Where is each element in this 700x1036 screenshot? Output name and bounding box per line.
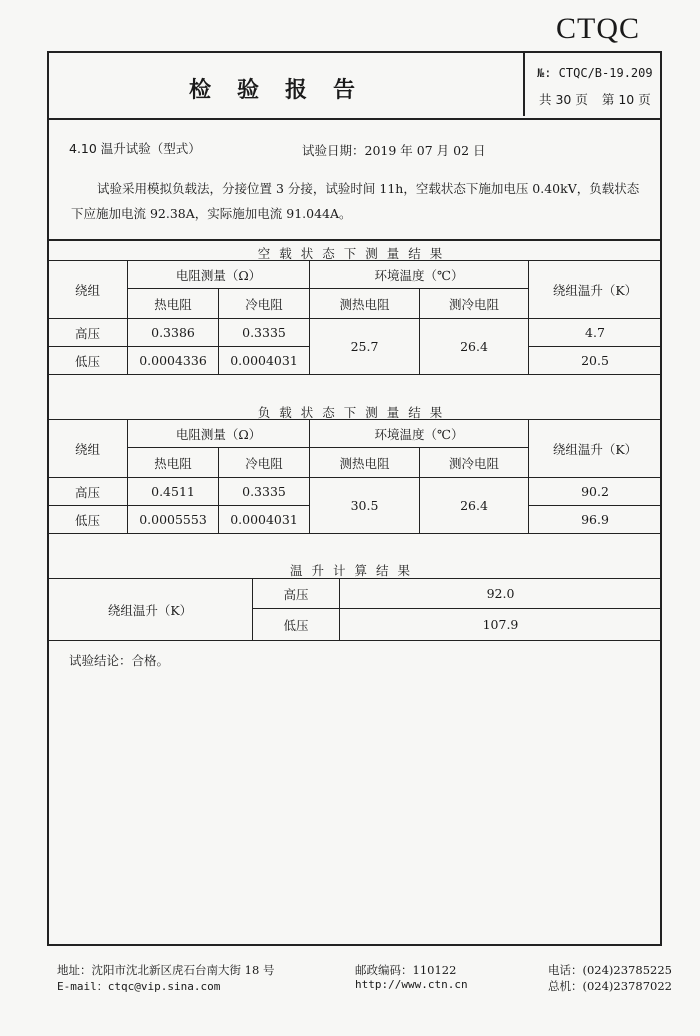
calc-caption: 温升计算结果	[289, 563, 419, 578]
page-number: 第 10 页	[601, 92, 651, 107]
header-cold: 冷电阻	[219, 448, 310, 478]
divider	[49, 239, 660, 241]
test-conclusion: 试验结论：合格。	[69, 653, 170, 668]
header-rise: 绕组温升（K）	[529, 261, 662, 319]
calc-value-cell: 92.0	[340, 579, 662, 609]
page-info	[539, 90, 661, 108]
rise-cell: 20.5	[529, 347, 662, 375]
doc-info-box	[523, 53, 662, 116]
hot-cell: 0.4511	[128, 478, 219, 506]
header-resistance: 电阻测量（Ω）	[128, 420, 310, 448]
winding-cell: 高压	[48, 478, 128, 506]
test-description: 试验采用模拟负载法，分接位置 3 分接，试验时间 11h，空载状态下施加电压 0.40kV，负载状态下应施加电流 92.38A，实际施加电流 91.044A。	[71, 181, 640, 221]
footer-switchboard: 总机：(024)23787022	[548, 979, 672, 993]
header-hot: 热电阻	[128, 448, 219, 478]
cold-cell: 0.3335	[219, 319, 310, 347]
calc-table	[47, 578, 662, 641]
ctqc-logo: CTQC	[556, 12, 641, 45]
calc-name-cell: 高压	[253, 579, 340, 609]
ambient-cold-cell: 26.4	[420, 319, 529, 375]
table-row	[48, 579, 662, 609]
test-date: 试验日期：2019 年 07 月 02 日	[302, 143, 486, 158]
header-cold-meas: 测冷电阻	[420, 289, 529, 319]
table-row	[48, 319, 662, 347]
winding-cell: 高压	[48, 319, 128, 347]
noload-table	[47, 260, 662, 375]
cold-cell: 0.0004031	[219, 347, 310, 375]
load-caption: 负载状态下测量结果	[257, 405, 452, 420]
header-hot: 热电阻	[128, 289, 219, 319]
report-header	[49, 53, 660, 120]
ambient-cold-cell: 26.4	[420, 478, 529, 534]
load-table	[47, 419, 662, 534]
report-frame	[47, 51, 662, 946]
section-title: 4.10 温升试验（型式）	[69, 141, 201, 156]
total-pages: 共 30 页	[539, 92, 588, 107]
doc-number: №: CTQC/B-19.209	[537, 66, 653, 80]
cold-cell: 0.3335	[219, 478, 310, 506]
winding-cell: 低压	[48, 506, 128, 534]
footer-phone: 电话：(024)23785225	[548, 963, 672, 977]
rise-cell: 4.7	[529, 319, 662, 347]
report-title: 检验报告	[189, 78, 382, 103]
header-ambient: 环境温度（℃）	[310, 261, 529, 289]
winding-cell: 低压	[48, 347, 128, 375]
hot-cell: 0.0004336	[128, 347, 219, 375]
ambient-hot-cell: 30.5	[310, 478, 420, 534]
calc-label: 绕组温升（K）	[48, 579, 253, 641]
header-rise: 绕组温升（K）	[529, 420, 662, 478]
hot-cell: 0.3386	[128, 319, 219, 347]
calc-name-cell: 低压	[253, 609, 340, 641]
footer-postcode: 邮政编码：110122	[355, 963, 457, 977]
ambient-hot-cell: 25.7	[310, 319, 420, 375]
header-cold-meas: 测冷电阻	[420, 448, 529, 478]
header-hot-meas: 测热电阻	[310, 289, 420, 319]
footer-email: E-mail：ctqc@vip.sina.com	[57, 980, 221, 993]
rise-cell: 90.2	[529, 478, 662, 506]
header-hot-meas: 测热电阻	[310, 448, 420, 478]
calc-value-cell: 107.9	[340, 609, 662, 641]
table-row	[48, 478, 662, 506]
rise-cell: 96.9	[529, 506, 662, 534]
noload-caption: 空载状态下测量结果	[257, 246, 452, 261]
header-winding: 绕组	[48, 261, 128, 319]
footer-address: 地址：沈阳市沈北新区虎石台南大街 18 号	[57, 963, 275, 977]
header-winding: 绕组	[48, 420, 128, 478]
footer-website: http://www.ctn.cn	[355, 978, 468, 991]
header-cold: 冷电阻	[219, 289, 310, 319]
header-ambient: 环境温度（℃）	[310, 420, 529, 448]
cold-cell: 0.0004031	[219, 506, 310, 534]
header-resistance: 电阻测量（Ω）	[128, 261, 310, 289]
hot-cell: 0.0005553	[128, 506, 219, 534]
